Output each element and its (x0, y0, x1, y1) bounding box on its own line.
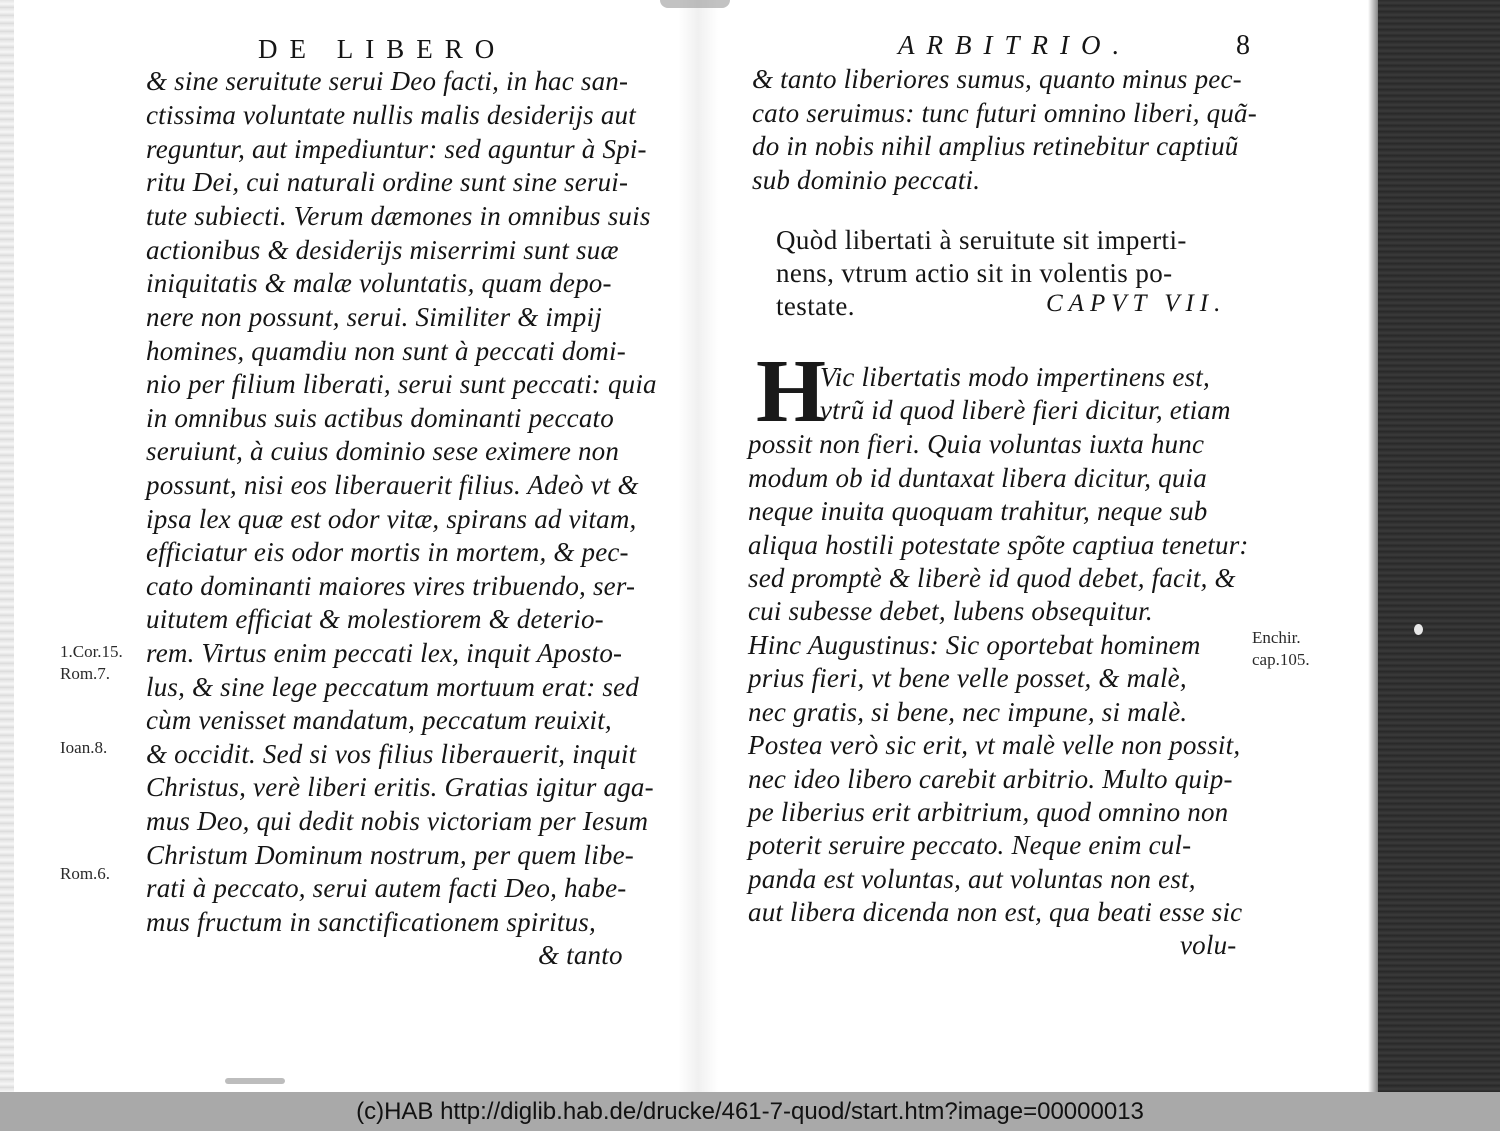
right-body-line: sed promptè & liberè id quod debet, facit, & (748, 563, 1236, 593)
left-page-edge (0, 0, 14, 1092)
left-text-line: possunt, nisi eos liberauerit filius. Adeò vt & (146, 470, 639, 500)
left-text-line: iniquitatis & malæ voluntatis, quam depo- (146, 268, 612, 298)
page-number: 8 (1236, 30, 1250, 61)
chapter-heading-line: Quòd libertati à seruitute sit imperti- (776, 225, 1187, 255)
right-body-line: modum ob id duntaxat libera dicitur, quia (748, 463, 1207, 493)
right-catchword: volu- (1180, 930, 1237, 960)
left-text-line: Christus, verè liberi eritis. Gratias igitur aga- (146, 772, 654, 802)
left-text-line: rati à peccato, serui autem facti Deo, habe- (146, 873, 627, 903)
left-catchword: & tanto (538, 940, 623, 970)
left-text-line: nere non possunt, serui. Similiter & impij (146, 302, 602, 332)
left-text-line: seruiunt, à cuius dominio sese eximere non (146, 436, 620, 466)
left-text-line: mus fructum in sanctificationem spiritus, (146, 907, 596, 937)
footer-credit-bar (0, 1092, 1500, 1131)
chapter-heading-line: nens, vtrum actio sit in volentis po- (776, 258, 1173, 288)
left-margin-note: Ioan.8. (60, 738, 108, 757)
left-text-line: tute subiecti. Verum dæmones in omnibus suis (146, 201, 651, 231)
right-body-line: Postea verò sic erit, vt malè velle non possit, (748, 730, 1241, 760)
right-body-line: nec gratis, si bene, nec impune, si malè. (748, 697, 1188, 727)
chapter-heading-line: testate. (776, 291, 855, 321)
scanner-background-strip (1378, 0, 1500, 1092)
right-intro-line: cato seruimus: tunc futuri omnino liberi, quã- (752, 98, 1257, 128)
left-text-line: cato dominanti maiores vires tribuendo, ser- (146, 571, 636, 601)
spine-top-mark (660, 0, 730, 8)
right-body-line: panda est voluntas, aut voluntas non est, (748, 864, 1196, 894)
left-text-line: in omnibus suis actibus dominanti peccato (146, 403, 614, 433)
right-body-line: aliqua hostili potestate spõte captiua tenetur: (748, 530, 1249, 560)
left-text-line: nio per filium liberati, serui sunt peccati: quia (146, 369, 657, 399)
right-body-line: aut libera dicenda non est, qua beati esse sic (748, 897, 1243, 927)
left-text-line: efficiatur eis odor mortis in mortem, & pec- (146, 537, 629, 567)
left-margin-note: Rom.6. (60, 864, 111, 883)
footer-credit-text: (c)HAB http://diglib.hab.de/drucke/461-7-quod/start.htm?image=00000013 (356, 1097, 1144, 1125)
left-text-line: & sine seruitute serui Deo facti, in hac san- (146, 66, 629, 96)
right-body-line: pe liberius erit arbitrium, quod omnino non (748, 797, 1229, 827)
right-intro-line: do in nobis nihil amplius retinebitur captiuũ (752, 131, 1239, 161)
right-body-line: cui subesse debet, lubens obsequitur. (748, 596, 1153, 626)
book-spine-shadow (678, 0, 718, 1092)
left-margin-note: 1.Cor.15. (60, 642, 123, 661)
left-text-line: reguntur, aut impediuntur: sed aguntur à Spi- (146, 134, 647, 164)
left-text-line: lus, & sine lege peccatum mortuum erat: sed (146, 672, 640, 702)
right-margin-note: Enchir. (1252, 628, 1301, 647)
left-text-line: homines, quamdiu non sunt à peccati domi- (146, 336, 626, 366)
scanner-dot (1414, 624, 1423, 635)
left-text-line: ipsa lex quæ est odor vitæ, spirans ad vitam, (146, 504, 637, 534)
right-body-line: poterit seruire peccato. Neque enim cul- (748, 830, 1192, 860)
right-intro-line: sub dominio peccati. (752, 165, 981, 195)
right-body-line: Vic libertatis modo impertinens est, (820, 362, 1210, 392)
right-intro-line: & tanto liberiores sumus, quanto minus pec- (752, 64, 1242, 94)
right-body-line: Hinc Augustinus: Sic oportebat hominem (748, 630, 1201, 660)
left-text-line: rem. Virtus enim peccati lex, inquit Aposto- (146, 638, 623, 668)
bottom-smudge (225, 1078, 285, 1084)
right-body-line: possit non fieri. Quia voluntas iuxta hunc (748, 429, 1205, 459)
left-text-line: & occidit. Sed si vos filius liberauerit, inquit (146, 739, 637, 769)
left-running-head: DE LIBERO (258, 34, 507, 64)
left-text-line: mus Deo, qui dedit nobis victoriam per Iesum (146, 806, 649, 836)
left-text-line: Christum Dominum nostrum, per quem libe- (146, 840, 634, 870)
right-running-head: ARBITRIO. (898, 30, 1132, 60)
left-text-line: uitutem efficiat & molestiorem & deterio- (146, 604, 604, 634)
right-body-line: neque inuita quoquam trahitur, neque sub (748, 496, 1208, 526)
right-body-line: nec ideo libero carebit arbitrio. Multo quip- (748, 764, 1233, 794)
right-body-line: vtrũ id quod liberè fieri dicitur, etiam (820, 395, 1231, 425)
left-margin-note: Rom.7. (60, 664, 111, 683)
chapter-label: CAPVT VII. (1046, 290, 1227, 317)
left-text-line: actionibus & desiderijs miserrimi sunt suæ (146, 235, 619, 265)
left-text-line: cùm venisset mandatum, peccatum reuixit, (146, 705, 612, 735)
left-text-line: ctissima voluntate nullis malis desiderijs aut (146, 100, 636, 130)
right-body-line: prius fieri, vt bene velle posset, & malè, (748, 663, 1187, 693)
left-text-line: ritu Dei, cui naturali ordine sunt sine serui- (146, 167, 629, 197)
right-margin-note: cap.105. (1252, 650, 1310, 669)
drop-cap-initial: H (756, 342, 827, 441)
